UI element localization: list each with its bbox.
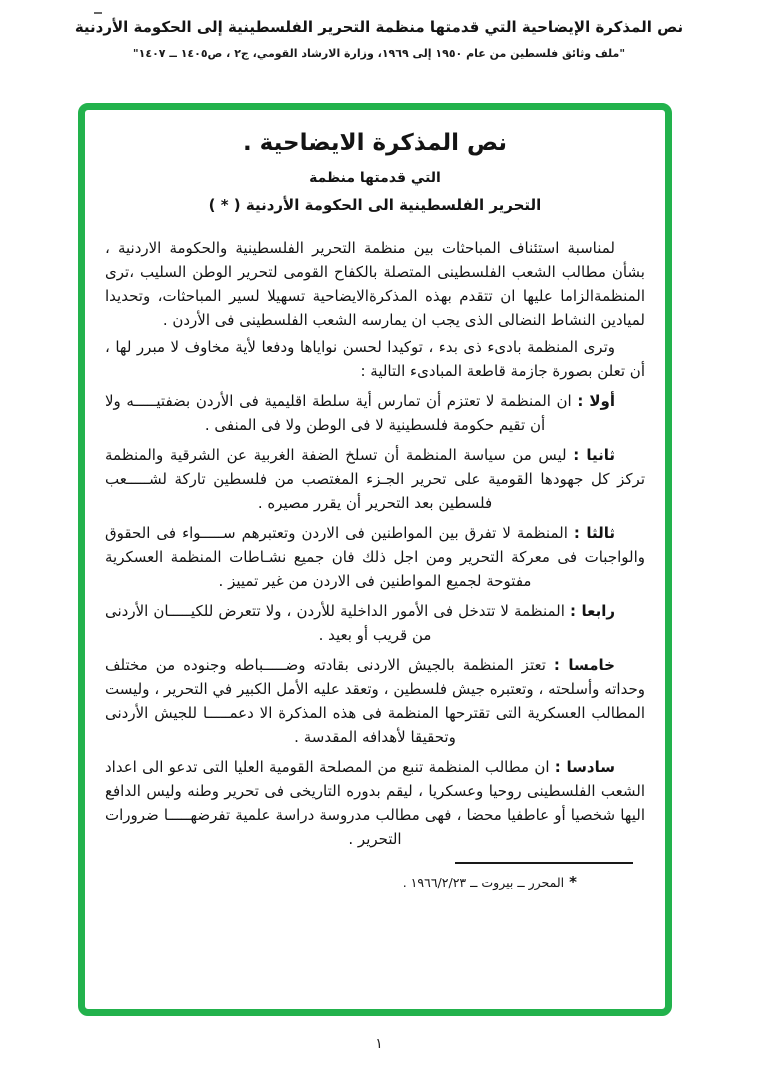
memo-green-border-box [78,103,672,1016]
item-sixth-text: ان مطالب المنظمة تنبع من المصلحة القومية العليا التى تدعو الى اعداد الشعب الفلسطينى روحيا وعسكريا ، ليقم بدوره التاريخى فى تحرير وطنه وليس الدافع اليها شخصيا أو عاطفيا محضا ، فهى مطالب مدروسة دراسة علمية تفرضهـــــا ضرورات التحرير . [105,758,645,848]
memo-item-sixth [105,755,645,848]
document-header-title: نص المذكرة الإيضاحية التي قدمتها منظمة التحرير الفلسطينية إلى الحكومة الأردنية [74,18,684,36]
item-fifth-label: خامسا : [553,656,615,674]
document-source-citation: "ملف وثائق فلسطين من عام ١٩٥٠ إلى ١٩٦٩، وزارة الارشاد القومي، ج٢ ، ص١٤٠٥ ــ ١٤٠٧" [132,47,626,60]
memo-item-fifth [105,653,645,749]
footnote-divider [455,862,633,864]
memo-paragraph-principles-lead: وترى المنظمة بادىء ذى بدء ، توكيدا لحسن نواياها ودفعا لأية مخاوف لا مبرر لها ، أن تعلن بصورة جازمة قاطعة المبادىء التالية : [105,338,645,380]
item-third-label: ثالثا : [573,524,615,542]
footnote-block [309,862,639,891]
memo-item-fourth [105,599,645,647]
footnote-text: المحرر ــ بيروت ــ ٢٣‏/‏٢‏/‏١٩٦٦ . [402,875,565,890]
memo-title: نص المذكرة الايضاحية . [242,130,508,156]
item-second-text: ليس من سياسة المنظمة أن تسلخ الضفة الغربية عن الشرقية والمنظمة تركز كل جهودها القومية على تحرير الجـزء المغتصب من فلسطين تاركة لشـــــعب فلسطين بعد التحرير أن يقرر مصيره . [105,446,645,512]
memo-item-first [105,389,645,437]
item-first-text: ان المنظمة لا تعتزم أن تمارس أية سلطة اقليمية فى الأردن بضفتيـــــه ولا أن تقيم حكومة فلسطينية لا فى الوطن ولا فى المنفى . [105,392,572,434]
item-fifth-text: تعتز المنظمة بالجيش الاردنى بقادته وضـــــباطه وجنوده من مختلف وحداته وأسلحته ، وتعتبره جيش فلسطين ، وتعقد عليه الأمل الكبير في التحرير ، وليست المطالب العسكرية التى تقترحها المنظمة فى هذه المذكرة الا دعمـــــا للجيش الأردنى وتحقيقا لأهدافه المقدسة . [105,656,645,746]
item-fourth-label: رابعا : [569,602,615,620]
item-first-label: أولا : [577,392,615,410]
item-sixth-label: سادسا : [554,758,615,776]
memo-subtitle-line2: التحرير الفلسطينية الى الحكومة الأردنية ( * ) [208,196,542,214]
document-header [40,16,718,60]
page-number: ١ [375,1036,383,1052]
scan-artifact-mark [94,12,102,14]
memo-body-text [105,236,645,848]
memo-item-second [105,443,645,515]
item-fourth-text: المنظمة لا تتدخل فى الأمور الداخلية للأردن ، ولا تتعرض للكيـــــان الأردنى من قريب أو بعيد . [105,602,565,644]
footnote-line [309,873,577,891]
memo-item-third [105,521,645,593]
item-second-label: ثانيا : [573,446,615,464]
item-third-text: المنظمة لا تفرق بين المواطنين فى الاردن وتعتبرهم ســـــواء فى الحقوق والواجبات فى معركة التحرير ومن اجل ذلك فان جميع نشـاطات المنظمة العسكرية مفتوحة لجميع المواطنين فى الاردن من غير تمييز . [105,524,645,590]
memo-paragraph-intro: لمناسبة استئناف المباحثات بين منظمة التحرير الفلسطينية والحكومة الاردنية ، بشأن مطالب الشعب الفلسطينى المتصلة بالكفاح القومى لتحرير الوطن السليب ،ترى المنظمةالزاما عليها ان تتقدم بهذه المذكرةالايضاحية تسهيلا لسير المباحثات، وتحديدا لميادين النشاط النضالى الذى يجب ان يمارسه الشعب الفلسطينى فى الأردن . [105,239,645,329]
footnote-asterisk-marker: * [569,873,577,891]
memo-subtitle-line1: التي قدمتها منظمة [309,170,441,186]
